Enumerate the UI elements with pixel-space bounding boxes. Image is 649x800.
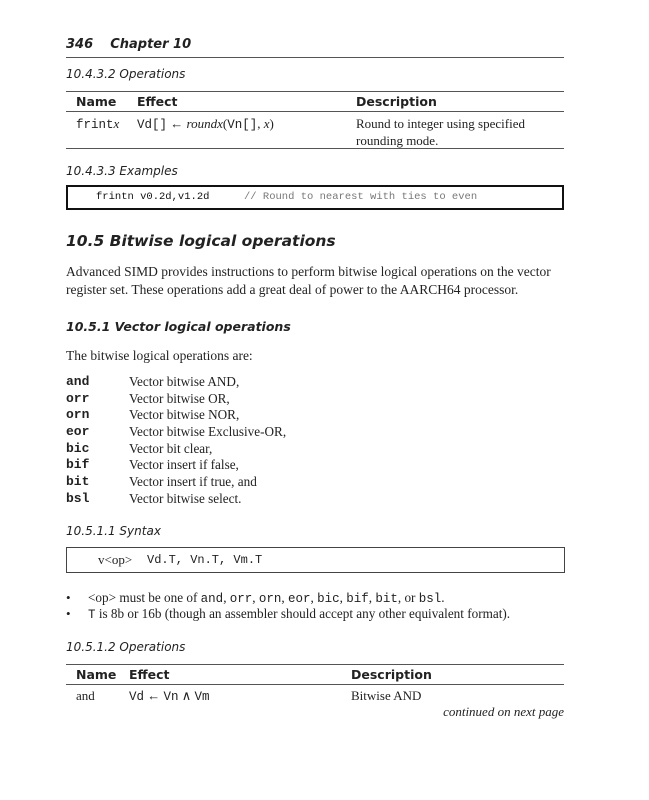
- effect-operand-a: Vn: [163, 690, 179, 704]
- op-effect-cell: [137, 115, 274, 134]
- header-rule: [66, 57, 564, 58]
- heading-10-4-3-3: 10.4.3.3 Examples: [66, 164, 178, 178]
- note-sep: , or: [397, 590, 419, 605]
- op-name-code: frint: [76, 118, 114, 132]
- op-desc: Vector bit clear,: [129, 441, 213, 456]
- note-sep: ,: [339, 590, 347, 605]
- op-description-cell: Round to integer using specified rounding mode.: [356, 116, 525, 148]
- op-name-cell: and: [76, 688, 95, 703]
- heading-10-5-1-1: 10.5.1.1 Syntax: [66, 524, 161, 538]
- note-code: bit: [375, 592, 398, 606]
- op-desc: Vector insert if true, and: [129, 474, 257, 489]
- col-effect-header: Effect: [129, 667, 170, 682]
- op-desc: Vector bitwise OR,: [129, 391, 230, 406]
- op-description-cell: Bitwise AND: [351, 688, 422, 703]
- heading-10-4-3-2: 10.4.3.2 Operations: [66, 67, 186, 81]
- note-code: T: [88, 608, 96, 622]
- op-name-cell: [76, 115, 119, 134]
- note-end: .: [441, 590, 445, 605]
- bitwise-intro-paragraph: Advanced SIMD provides instructions to perform bitwise logical operations on the vector register set. These operations add a great deal of power to the AARCH64 processor.: [66, 264, 551, 297]
- note-text: is 8b or 16b (though an assembler should accept any other equivalent format).: [95, 606, 511, 621]
- col-description-header: Description: [356, 94, 437, 109]
- note-sep: ,: [281, 590, 288, 605]
- op-effect-cell: [129, 687, 210, 706]
- heading-10-5-1-2: 10.5.1.2 Operations: [66, 640, 186, 654]
- example-comment: // Round to nearest with ties to even: [244, 191, 478, 203]
- note-code: and: [200, 592, 224, 606]
- syntax-op: v<op>: [98, 552, 133, 567]
- page-number: 346: [66, 37, 94, 52]
- op-code: bic: [66, 441, 90, 456]
- effect-separator: ,: [257, 116, 264, 131]
- note-sep: ,: [223, 590, 230, 605]
- note-code: orr: [229, 592, 253, 606]
- op-code: eor: [66, 424, 90, 439]
- op-code: bsl: [66, 491, 90, 506]
- table-top-rule: [66, 91, 564, 92]
- op-code: bif: [66, 457, 90, 472]
- heading-10-5: 10.5 Bitwise logical operations: [66, 232, 336, 250]
- op-desc: Vector bitwise NOR,: [129, 407, 240, 422]
- bullet-marker: •: [66, 590, 71, 605]
- effect-open-paren: (: [222, 116, 228, 131]
- note-code: eor: [288, 592, 311, 606]
- table-header-rule: [66, 111, 564, 112]
- heading-10-5-1: 10.5.1 Vector logical operations: [66, 319, 291, 334]
- effect-operator: ∧: [181, 688, 192, 703]
- col-name-header: Name: [76, 667, 117, 682]
- op-desc: Vector bitwise select.: [129, 491, 242, 506]
- col-description-header: Description: [351, 667, 432, 682]
- effect-var: x: [263, 116, 270, 131]
- chapter-label: Chapter 10: [110, 37, 192, 52]
- note-text: <op> must be one of: [88, 590, 201, 605]
- note-code: bsl: [418, 592, 442, 606]
- col-name-header: Name: [76, 94, 117, 109]
- effect-close-paren: ): [269, 116, 274, 131]
- effect-arrow: ←: [147, 688, 161, 703]
- effect-lhs: Vd[]: [137, 118, 168, 132]
- table2-top-rule: [66, 664, 564, 665]
- effect-lhs: Vd: [129, 690, 145, 704]
- note-sep: ,: [368, 590, 376, 605]
- example-code-box: [66, 185, 564, 210]
- op-code: and: [66, 374, 90, 389]
- op-desc: Vector bitwise Exclusive-OR,: [129, 424, 287, 439]
- syntax-note-type: [88, 606, 510, 622]
- syntax-note-op-list: [88, 590, 445, 606]
- syntax-args: Vd.T, Vn.T, Vm.T: [147, 553, 263, 567]
- effect-arg: Vn[]: [227, 118, 258, 132]
- effect-arrow: ←: [170, 116, 184, 131]
- running-header: [66, 37, 191, 52]
- ops-intro: The bitwise logical operations are:: [66, 348, 253, 363]
- bullet-marker: •: [66, 606, 71, 621]
- note-code: orn: [258, 592, 282, 606]
- op-code: bit: [66, 474, 90, 489]
- op-desc: Vector bitwise AND,: [129, 374, 240, 389]
- op-name-var: x: [113, 116, 120, 131]
- col-effect-header: Effect: [137, 94, 178, 109]
- effect-operand-b: Vm: [194, 690, 210, 704]
- example-code: frintn v0.2d,v1.2d: [96, 191, 210, 203]
- table-bottom-rule: [66, 148, 564, 149]
- note-code: bic: [317, 592, 340, 606]
- effect-function: roundx: [186, 116, 223, 131]
- continued-note: continued on next page: [443, 704, 564, 719]
- op-code: orr: [66, 391, 90, 406]
- note-sep: ,: [252, 590, 259, 605]
- syntax-box: [66, 547, 565, 573]
- table2-header-rule: [66, 684, 564, 685]
- note-code: bif: [346, 592, 369, 606]
- op-code: orn: [66, 407, 90, 422]
- op-desc: Vector insert if false,: [129, 457, 239, 472]
- note-sep: ,: [310, 590, 318, 605]
